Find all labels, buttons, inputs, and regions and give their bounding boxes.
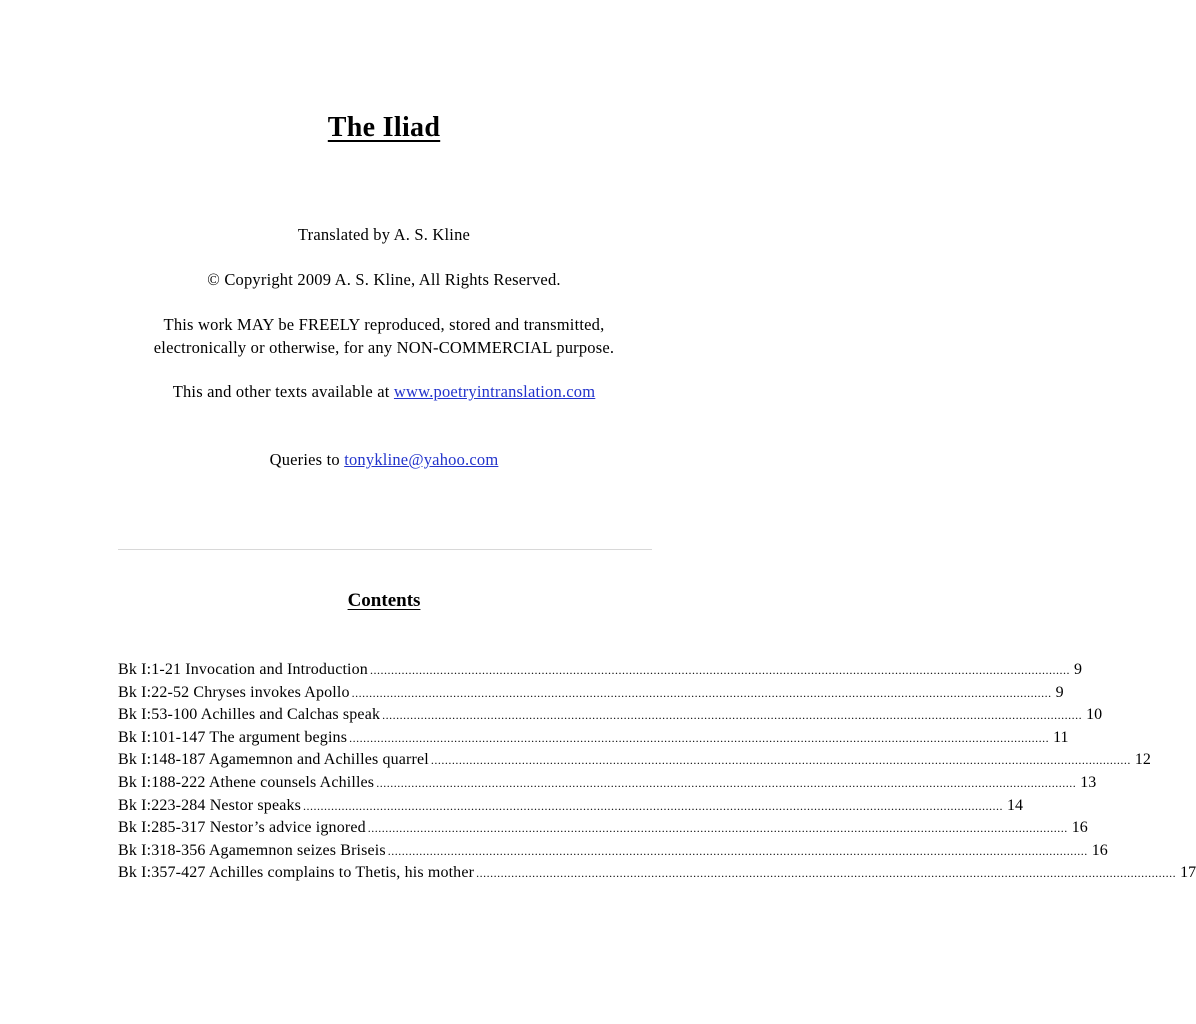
toc-dot-leader: ........................................................................................................................................................................................................ bbox=[476, 866, 1177, 881]
toc-entry[interactable] bbox=[118, 682, 1064, 705]
toc-dot-leader: ........................................................................................................................................................................................................ bbox=[387, 843, 1088, 858]
toc-entry-page-number: 17 bbox=[1180, 864, 1196, 882]
section-divider bbox=[118, 549, 652, 550]
toc-entry[interactable] bbox=[118, 795, 1023, 818]
toc-entry[interactable] bbox=[118, 659, 1082, 682]
toc-dot-leader: ........................................................................................................................................................................................................ bbox=[382, 708, 1083, 723]
license-line-1: This work MAY be FREELY reproduced, stored and transmitted, bbox=[163, 315, 605, 334]
toc-entry[interactable] bbox=[118, 749, 1151, 772]
toc-entry-label: Bk I:357-427 Achilles complains to Thetis, his mother bbox=[118, 864, 475, 882]
toc-dot-leader: ........................................................................................................................................................................................................ bbox=[349, 730, 1050, 745]
toc-entry-label: Bk I:285-317 Nestor’s advice ignored bbox=[118, 819, 366, 837]
availability-line bbox=[0, 382, 768, 402]
toc-entry[interactable] bbox=[118, 862, 1196, 885]
website-link[interactable]: www.poetryintranslation.com bbox=[393, 382, 596, 401]
toc-entry-page-number: 10 bbox=[1086, 706, 1103, 724]
translator-credit: Translated by A. S. Kline bbox=[297, 225, 471, 244]
table-of-contents bbox=[118, 659, 1196, 885]
toc-entry-label: Bk I:148-187 Agamemnon and Achilles quarrel bbox=[118, 751, 429, 769]
toc-entry[interactable] bbox=[118, 772, 1097, 795]
toc-dot-leader: ........................................................................................................................................................................................................ bbox=[367, 821, 1068, 836]
contents-heading: Contents bbox=[347, 590, 421, 611]
toc-dot-leader: ........................................................................................................................................................................................................ bbox=[351, 685, 1052, 700]
toc-entry-page-number: 13 bbox=[1080, 773, 1097, 791]
toc-entry-label: Bk I:223-284 Nestor speaks bbox=[118, 796, 301, 814]
toc-entry[interactable] bbox=[118, 727, 1069, 750]
queries-line bbox=[0, 450, 768, 470]
toc-dot-leader: ........................................................................................................................................................................................................ bbox=[369, 663, 1070, 677]
toc-entry-label: Bk I:318-356 Agamemnon seizes Briseis bbox=[118, 841, 386, 859]
queries-prefix: Queries to bbox=[269, 450, 345, 469]
toc-entry[interactable] bbox=[118, 704, 1103, 727]
toc-entry-page-number: 14 bbox=[1007, 796, 1023, 814]
toc-entry-label: Bk I:1-21 Invocation and Introduction bbox=[118, 661, 368, 678]
toc-entry-page-number: 11 bbox=[1053, 728, 1069, 746]
copyright-notice: © Copyright 2009 A. S. Kline, All Rights Reserved. bbox=[207, 270, 561, 289]
email-link[interactable]: tonykline@yahoo.com bbox=[344, 450, 499, 469]
document-title: The Iliad bbox=[327, 112, 441, 143]
toc-entry-page-number: 9 bbox=[1055, 683, 1064, 701]
toc-dot-leader: ........................................................................................................................................................................................................ bbox=[376, 775, 1077, 790]
toc-entry[interactable] bbox=[118, 817, 1088, 840]
toc-entry-label: Bk I:101-147 The argument begins bbox=[118, 728, 348, 746]
toc-dot-leader: ........................................................................................................................................................................................................ bbox=[303, 798, 1003, 813]
toc-entry-page-number: 16 bbox=[1091, 841, 1108, 859]
toc-entry-page-number: 9 bbox=[1073, 661, 1082, 678]
toc-entry-page-number: 16 bbox=[1071, 819, 1088, 837]
availability-prefix: This and other texts available at bbox=[172, 382, 394, 401]
toc-dot-leader: ........................................................................................................................................................................................................ bbox=[430, 753, 1131, 768]
toc-entry-label: Bk I:22-52 Chryses invokes Apollo bbox=[118, 683, 350, 701]
toc-entry-label: Bk I:53-100 Achilles and Calchas speak bbox=[118, 706, 381, 724]
toc-entry-page-number: 12 bbox=[1134, 751, 1151, 769]
toc-entry-label: Bk I:188-222 Athene counsels Achilles bbox=[118, 773, 375, 791]
toc-entry[interactable] bbox=[118, 840, 1108, 863]
license-line-2: electronically or otherwise, for any NON-COMMERCIAL purpose. bbox=[153, 338, 615, 357]
